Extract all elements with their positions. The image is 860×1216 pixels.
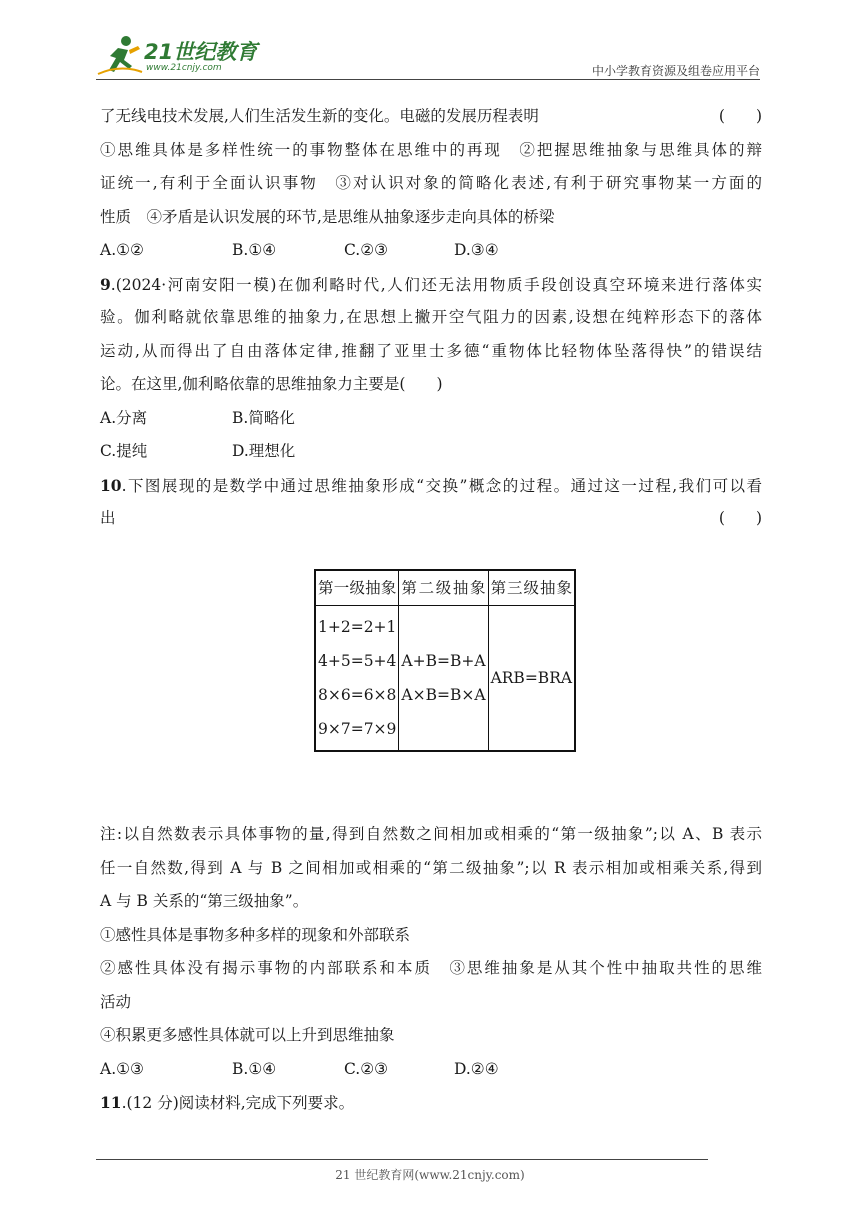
option-d: D.②④ xyxy=(454,1059,499,1078)
q9-options-row xyxy=(100,435,762,469)
header-first-level: 第一级抽象 xyxy=(318,579,397,597)
footer-divider xyxy=(96,1159,708,1160)
q10-stem-line xyxy=(100,469,762,503)
q8-statement-line: 证统一,有利于全面认识事物 ③对认识对象的简略化表述,有利于研究事物某一方面的 xyxy=(100,174,762,192)
option-c: C.提纯 xyxy=(100,442,148,460)
question-number: 11 xyxy=(100,1093,122,1112)
option-b: B.①④ xyxy=(232,1059,277,1078)
q10-stem-text: .下图展现的是数学中通过思维抽象形成“交换”概念的过程。通过这一过程,我们可以看 xyxy=(121,476,762,495)
table-row xyxy=(315,606,575,752)
table-cell: A×B=B×A xyxy=(401,686,486,704)
option-a: A.分离 xyxy=(100,408,148,427)
answer-bracket: ( ) xyxy=(718,509,762,527)
site-logo xyxy=(96,34,266,78)
q9-stem-text: .(2024·河南安阳一模)在伽利略时代,人们还无法用物质手段创设真空环境来进行落体实 xyxy=(110,275,762,294)
header-third-level: 第三级抽象 xyxy=(490,579,573,597)
answer-bracket: ( ) xyxy=(718,107,762,125)
q8-statement-line: ①思维具体是多样性统一的事物整体在思维中的再现 ②把握思维抽象与思维具体的辩 xyxy=(100,140,762,159)
table-header xyxy=(399,570,488,606)
q10-note-line: 注:以自然数表示具体事物的量,得到自然数之间相加或相乘的“第一级抽象”;以 A、B 表示 xyxy=(100,825,762,843)
option-d: D.③④ xyxy=(454,241,499,259)
third-level-cell xyxy=(488,606,575,752)
q10-stem-text: 出 xyxy=(100,509,116,527)
platform-name: 中小学教育资源及组卷应用平台 xyxy=(591,64,760,78)
option-c: C.②③ xyxy=(344,241,389,259)
page-content-lower xyxy=(100,818,762,1120)
q10-statement-line: ④积累更多感性具体就可以上升到思维抽象 xyxy=(100,1026,395,1044)
option-d: D.理想化 xyxy=(232,442,296,460)
q8-stem-text: 了无线电技术发展,人们生活发生新的变化。电磁的发展历程表明 xyxy=(100,107,539,125)
table-cell: 4+5=5+4 xyxy=(318,652,397,670)
q9-stem-line: 论。在这里,伽利略依靠的思维抽象力主要是( ) xyxy=(100,375,443,393)
q10-statement-line: 活动 xyxy=(100,992,132,1011)
first-level-cell xyxy=(315,606,399,752)
q8-stem-line xyxy=(100,100,762,134)
page-header xyxy=(96,34,760,80)
q9-stem-line: 运动,从而得出了自由落体定律,推翻了亚里士多德“重物体比轻物体坠落得快”的错误结 xyxy=(100,341,762,360)
table-cell: ARB=BRA xyxy=(490,669,573,687)
abstraction-table xyxy=(314,569,576,752)
q10-note-line: A 与 B 关系的“第三级抽象”。 xyxy=(100,892,309,910)
table-header xyxy=(488,570,575,606)
page-footer: 21 世纪教育网(www.21cnjy.com) xyxy=(335,1168,525,1182)
question-number: 10 xyxy=(100,475,122,495)
table-cell: A+B=B+A xyxy=(401,652,486,670)
runner-icon xyxy=(96,34,144,78)
page-content xyxy=(100,100,762,536)
q10-stem-line xyxy=(100,502,762,536)
q10-statement-line: ②感性具体没有揭示事物的内部联系和本质 ③思维抽象是从其个性中抽取共性的思维 xyxy=(100,959,762,977)
table-cell: 8×6=6×8 xyxy=(318,686,397,704)
q10-note-line: 任一自然数,得到 A 与 B 之间相加或相乘的“第二级抽象”;以 R 表示相加或相乘关系,得到 xyxy=(100,858,762,877)
option-c: C.②③ xyxy=(344,1059,389,1078)
option-b: B.简略化 xyxy=(232,408,295,427)
second-level-cell xyxy=(399,606,488,752)
q11-stem-text: .(12 分)阅读材料,完成下列要求。 xyxy=(121,1094,355,1112)
table-cell: 1+2=2+1 xyxy=(318,618,397,636)
q10-statement-line: ①感性具体是事物多种多样的现象和外部联系 xyxy=(100,925,411,944)
header-divider xyxy=(96,79,760,80)
logo-text: 21世纪教育 xyxy=(144,40,258,64)
q9-stem-line: 验。伽利略就依靠思维的抽象力,在思想上撇开空气阻力的因素,设想在纯粹形态下的落体 xyxy=(100,308,762,326)
option-b: B.①④ xyxy=(232,241,277,259)
option-a: A.①③ xyxy=(100,1059,144,1078)
header-second-level: 第二级抽象 xyxy=(401,579,486,597)
table-header xyxy=(315,570,399,606)
table-cell: 9×7=7×9 xyxy=(318,720,397,738)
logo-url: www.21cnjy.com xyxy=(146,63,222,73)
q9-stem-line xyxy=(100,268,762,302)
question-number: 9 xyxy=(100,274,111,294)
q8-options xyxy=(100,234,762,268)
table-header-row xyxy=(315,570,575,606)
q11-stem-line xyxy=(100,1086,762,1120)
q10-options xyxy=(100,1053,762,1087)
q8-statement-line: 性质 ④矛盾是认识发展的环节,是思维从抽象逐步走向具体的桥梁 xyxy=(100,207,555,226)
q9-options-row xyxy=(100,402,762,436)
option-a: A.①② xyxy=(100,241,144,259)
